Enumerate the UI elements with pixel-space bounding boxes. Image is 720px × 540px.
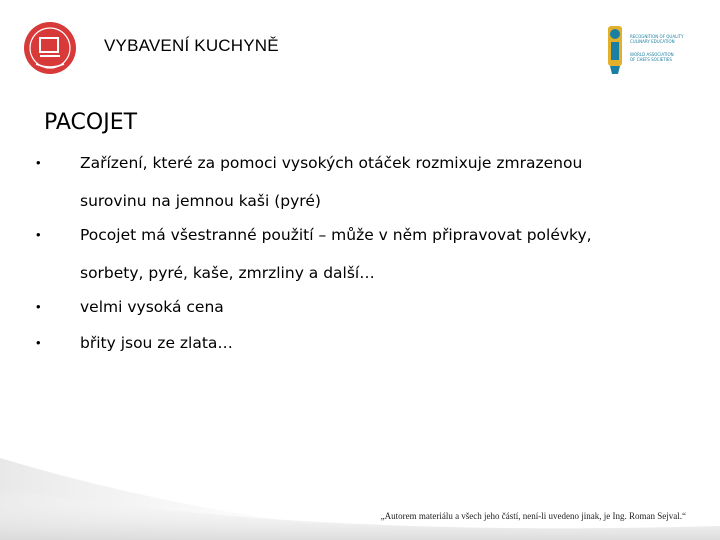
bullet-item [36,149,670,215]
bullet-glyph: • [36,299,41,314]
bullet-text: Zařízení, které za pomoci vysokých otáček rozmixuje zmrazenou [80,154,583,172]
logo-line: RECOGNITION OF QUALITY [630,34,684,39]
bullet-glyph: • [36,227,41,242]
right-logo-caption [630,34,692,62]
bullet-text: břity jsou ze zlata… [80,334,233,352]
footer-note: „Autorem materiálu a všech jeho částí, není-li uvedeno jinak, je Ing. Roman Sejval.“ [380,511,686,521]
slide-title: PACOJET [44,110,138,135]
bullet-item [36,221,670,287]
bullet-text: surovinu na jemnou kaši (pyré) [80,192,321,210]
bullet-item [36,293,670,321]
bullet-text: sorbety, pyré, kaše, zmrzliny a další… [80,264,375,282]
logo-line: WORLD ASSOCIATION [630,52,674,57]
bullet-item [36,329,670,357]
logo-line: CULINARY EDUCATION [630,39,675,44]
school-seal-icon [22,20,78,76]
logo-line: OF CHEFS SOCIETIES [630,57,672,62]
header-title: VYBAVENÍ KUCHYNĚ [104,36,279,55]
bullet-text: Pocojet má všestranné použití – může v něm připravovat polévky, [80,226,592,244]
bullet-text: velmi vysoká cena [80,298,224,316]
bullet-glyph: • [36,155,41,170]
bullet-glyph: • [36,335,41,350]
decorative-bottom-shape [0,448,720,540]
